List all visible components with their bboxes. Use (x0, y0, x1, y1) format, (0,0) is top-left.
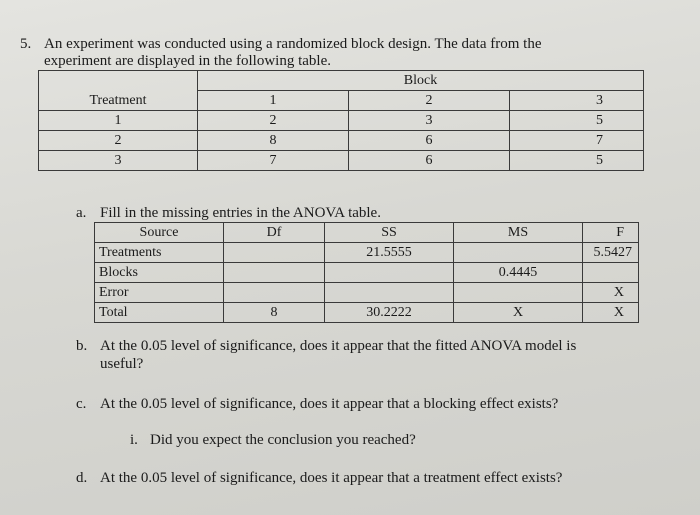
f-cell: 5.5427 (583, 243, 639, 263)
part-d-text: At the 0.05 level of significance, does it appear that a treatment effect exists? (100, 470, 563, 486)
anova-table (94, 222, 639, 323)
source-cell: Blocks (95, 263, 224, 283)
table-row (95, 263, 639, 283)
part-c-i-text: Did you expect the conclusion you reached? (150, 432, 416, 448)
value-cell: 5 (510, 151, 644, 171)
ss-cell: 21.5555 (325, 243, 454, 263)
question-intro-line2: experiment are displayed in the following table. (44, 53, 331, 69)
f-cell (583, 263, 639, 283)
table-row (39, 151, 644, 171)
value-cell: 7 (198, 151, 349, 171)
df-cell (224, 283, 325, 303)
ms-cell (454, 243, 583, 263)
table-row (95, 283, 639, 303)
data-table-corner (39, 71, 198, 91)
value-cell: 5 (510, 111, 644, 131)
ss-cell: 30.2222 (325, 303, 454, 323)
block-label-3: 3 (510, 91, 644, 111)
anova-header-source: Source (95, 223, 224, 243)
question-number: 5. (20, 36, 32, 52)
anova-header-ms: MS (454, 223, 583, 243)
value-cell: 3 (349, 111, 510, 131)
block-label-2: 2 (349, 91, 510, 111)
part-b-line2: useful? (100, 356, 144, 372)
part-a-text: Fill in the missing entries in the ANOVA table. (100, 205, 381, 221)
value-cell: 6 (349, 131, 510, 151)
source-cell: Treatments (95, 243, 224, 263)
table-row (39, 111, 644, 131)
treatment-cell: 2 (39, 131, 198, 151)
part-c-i-label: i. (130, 432, 138, 448)
part-a-label: a. (76, 205, 87, 221)
anova-header-df: Df (224, 223, 325, 243)
part-c-label: c. (76, 396, 87, 412)
ss-cell (325, 283, 454, 303)
value-cell: 2 (198, 111, 349, 131)
value-cell: 7 (510, 131, 644, 151)
part-b-label: b. (76, 338, 88, 354)
treatment-cell: 1 (39, 111, 198, 131)
anova-header-f: F (583, 223, 639, 243)
treatment-header: Treatment (39, 91, 198, 111)
question-intro-line1: An experiment was conducted using a randomized block design. The data from the (44, 36, 542, 52)
df-cell (224, 243, 325, 263)
data-table (38, 70, 644, 171)
df-cell (224, 263, 325, 283)
block-header: Block (198, 71, 644, 91)
f-cell: X (583, 283, 639, 303)
ms-cell: X (454, 303, 583, 323)
df-cell: 8 (224, 303, 325, 323)
source-cell: Total (95, 303, 224, 323)
part-b-line1: At the 0.05 level of significance, does it appear that the fitted ANOVA model is (100, 338, 577, 354)
table-row (39, 131, 644, 151)
value-cell: 6 (349, 151, 510, 171)
ms-cell (454, 283, 583, 303)
ss-cell (325, 263, 454, 283)
value-cell: 8 (198, 131, 349, 151)
part-c-text: At the 0.05 level of significance, does it appear that a blocking effect exists? (100, 396, 559, 412)
f-cell: X (583, 303, 639, 323)
anova-header-ss: SS (325, 223, 454, 243)
ms-cell: 0.4445 (454, 263, 583, 283)
table-row (95, 243, 639, 263)
treatment-cell: 3 (39, 151, 198, 171)
part-d-label: d. (76, 470, 88, 486)
table-row (95, 303, 639, 323)
source-cell: Error (95, 283, 224, 303)
block-label-1: 1 (198, 91, 349, 111)
